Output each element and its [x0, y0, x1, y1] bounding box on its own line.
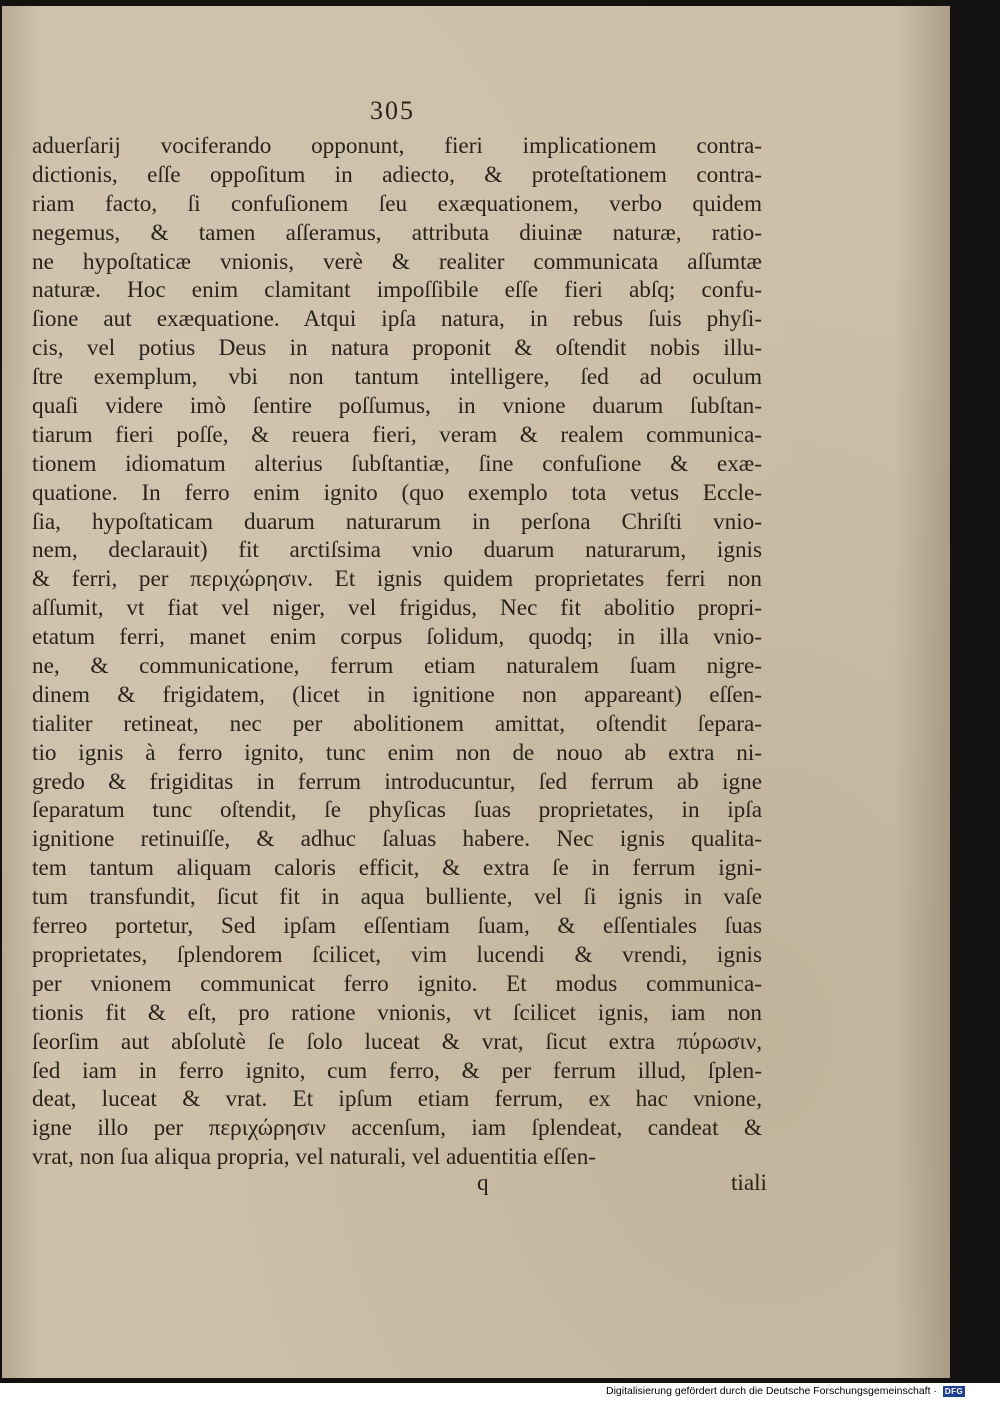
text-line: tionis fit & eſt, pro ratione vnionis, vt ſcilicet ignis, iam non: [32, 999, 762, 1026]
text-line: per vnionem communicat ferro ignito. Et modus communica-: [32, 970, 762, 997]
text-line: tem tantum aliquam caloris efficit, & extra ſe in ferrum igni-: [32, 855, 762, 882]
text-line: tialiter retineat, nec per abolitionem amittat, oſtendit ſepara-: [32, 710, 762, 737]
text-line: aduerſarij vociferando opponunt, fieri implicationem contra-: [32, 133, 762, 159]
body-text: [32, 132, 762, 1172]
text-line: tio ignis à ferro ignito, tunc enim non de nouo ab extra ni-: [32, 739, 762, 766]
credit-text: Digitalisierung gefördert durch die Deutsche Forschungsgemeinschaft ·: [606, 1385, 937, 1397]
text-line: ſeparatum tunc oſtendit, ſe phyſicas ſuas proprietates, in ipſa: [32, 797, 762, 824]
text-line: ſeorſim aut abſolutè ſe ſolo luceat & vrat, ſicut extra πύρωσιν,: [32, 1028, 762, 1055]
text-line: ſione aut exæquatione. Atqui ipſa natura, in rebus ſuis phyſi-: [32, 306, 762, 333]
text-line: & ferri, per περιχώρησιν. Et ignis quidem proprietates ferri non: [32, 566, 762, 593]
text-line: tionem idiomatum alterius ſubſtantiæ, ſine confuſione & exæ-: [32, 450, 762, 477]
text-line: vrat, non ſua aliqua propria, vel naturali, vel aduentitia eſſen-: [32, 1144, 597, 1171]
text-line: proprietates, ſplendorem ſcilicet, vim lucendi & vrendi, ignis: [32, 941, 762, 968]
text-line: gredo & frigiditas in ferrum introducuntur, ſed ferrum ab igne: [32, 768, 762, 795]
text-line: ignitione retinuiſſe, & adhuc ſaluas habere. Nec ignis qualita-: [32, 826, 762, 853]
text-line: naturæ. Hoc enim clamitant impoſſibile eſſe fieri abſq; confu-: [32, 277, 762, 304]
text-line: cis, vel potius Deus in natura proponit & oſtendit nobis illu-: [32, 335, 762, 362]
text-line: negemus, & tamen aſſeramus, attributa diuinæ naturæ, ratio-: [32, 219, 762, 246]
text-line: ſtre exemplum, vbi non tantum intelligere, ſed ad oculum: [32, 364, 762, 391]
catchword: tiali: [730, 1170, 767, 1196]
text-line: deat, luceat & vrat. Et ipſum etiam ferrum, ex hac vnione,: [32, 1086, 762, 1113]
text-line: riam facto, ſi confuſionem ſeu exæquationem, verbo quidem: [32, 190, 762, 217]
text-line: nem, declarauit) fit arctiſsima vnio duarum naturarum, ignis: [32, 537, 762, 564]
text-line: igne illo per περιχώρησιν accenſum, iam ſplendeat, candeat &: [32, 1115, 762, 1142]
text-line: tum transfundit, ſicut fit in aqua bulliente, vel ſi ignis in vaſe: [32, 884, 762, 911]
page-number: 305: [370, 96, 415, 125]
text-line: dinem & frigidatem, (licet in ignitione non appareant) eſſen-: [32, 681, 762, 708]
digitization-credit: [606, 1385, 965, 1398]
text-line: quaſi videre imò ſentire poſſumus, in vnione duarum ſubſtan-: [32, 393, 762, 420]
text-line: aſſumit, vt fiat vel niger, vel frigidus, Nec fit abolitio propri-: [32, 595, 762, 622]
text-line: ferreo portetur, Sed ipſam eſſentiam ſuam, & eſſentiales ſuas: [32, 913, 762, 940]
dfg-logo: DFG: [944, 1386, 964, 1396]
signature-mark: q: [477, 1170, 489, 1196]
text-line: ne, & communicatione, ferrum etiam naturalem ſuam nigre-: [32, 653, 762, 680]
text-line: etatum ferri, manet enim corpus ſolidum, quodq; in illa vnio-: [32, 624, 762, 651]
text-line: ne hypoſtaticæ vnionis, verè & realiter communicata aſſumtæ: [32, 248, 762, 275]
text-line: tiarum fieri poſſe, & reuera fieri, veram & realem communica-: [32, 421, 762, 448]
text-line: dictionis, eſſe oppoſitum in adiecto, & proteſtationem contra-: [32, 161, 762, 188]
text-line: ſia, hypoſtaticam duarum naturarum in perſona Chriſti vnio-: [32, 508, 762, 535]
text-line: ſed iam in ferro ignito, cum ferro, & per ferrum illud, ſplen-: [32, 1057, 762, 1084]
book-page: [2, 6, 950, 1378]
text-line: quatione. In ferro enim ignito (quo exemplo tota vetus Eccle-: [32, 479, 762, 506]
